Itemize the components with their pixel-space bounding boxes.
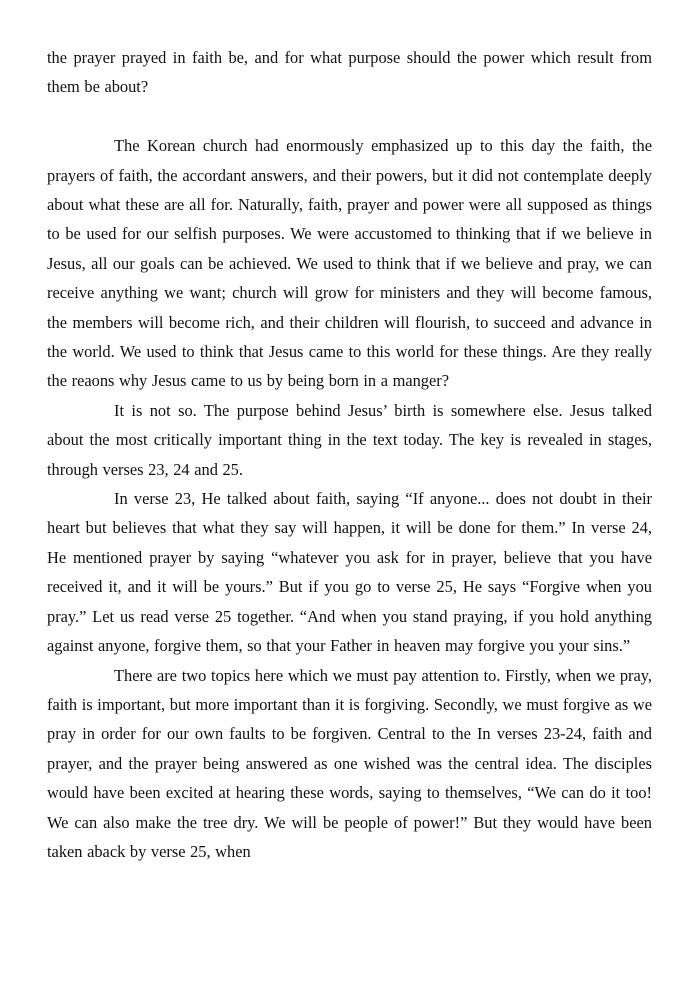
paragraph-continuation: the prayer prayed in faith be, and for what purpose should the power which result from them be about? xyxy=(47,48,652,97)
body-text xyxy=(47,43,652,866)
paragraph-gap xyxy=(47,102,652,131)
paragraph-purpose-of-birth: It is not so. The purpose behind Jesus’ birth is somewhere else. Jesus talked about the most critically important thing in the text today. The key is revealed in stages, through verses 23, 24 and 25. xyxy=(47,400,652,479)
paragraph-korean-church: The Korean church had enormously emphasized up to this day the faith, the prayers of faith, the accordant answers, and their powers, but it did not contemplate deeply about what these are all for. Naturally, faith, prayer and power were all supposed as things to be used for our selfish purposes. We were accustomed to thinking that if we believe in Jesus, all our goals can be achieved. We used to think that if we believe and pray, we can receive anything we want; church will grow for ministers and they will become famous, the members will become rich, and their children will flourish, to succeed and advance in the world. We used to think that Jesus came to this world for these things. Are they really the reaons why Jesus came to us by being born in a manger? xyxy=(47,136,652,391)
paragraph-two-topics: There are two topics here which we must pay attention to. Firstly, when we pray, faith is important, but more important than it is forgiving. Secondly, we must forgive as we pray in order for our own faults to be forgiven. Central to the In verses 23-24, faith and prayer, and the prayer being answered as one wished was the central idea. The disciples would have been excited at hearing these words, saying to themselves, “We can do it too! We can also make the tree dry. We will be people of power!” But they would have been taken aback by verse 25, when xyxy=(47,665,652,861)
paragraph-verses-23-25: In verse 23, He talked about faith, saying “If anyone... does not doubt in their heart but believes that what they say will happen, it will be done for them.” In verse 24, He mentioned prayer by saying “whatever you ask for in prayer, believe that you have received it, and it will be yours.” But if you go to verse 25, He says “Forgive when you pray.” Let us read verse 25 together. “And when you stand praying, if you hold anything against anyone, forgive them, so that your Father in heaven may forgive you your sins.” xyxy=(47,489,652,656)
